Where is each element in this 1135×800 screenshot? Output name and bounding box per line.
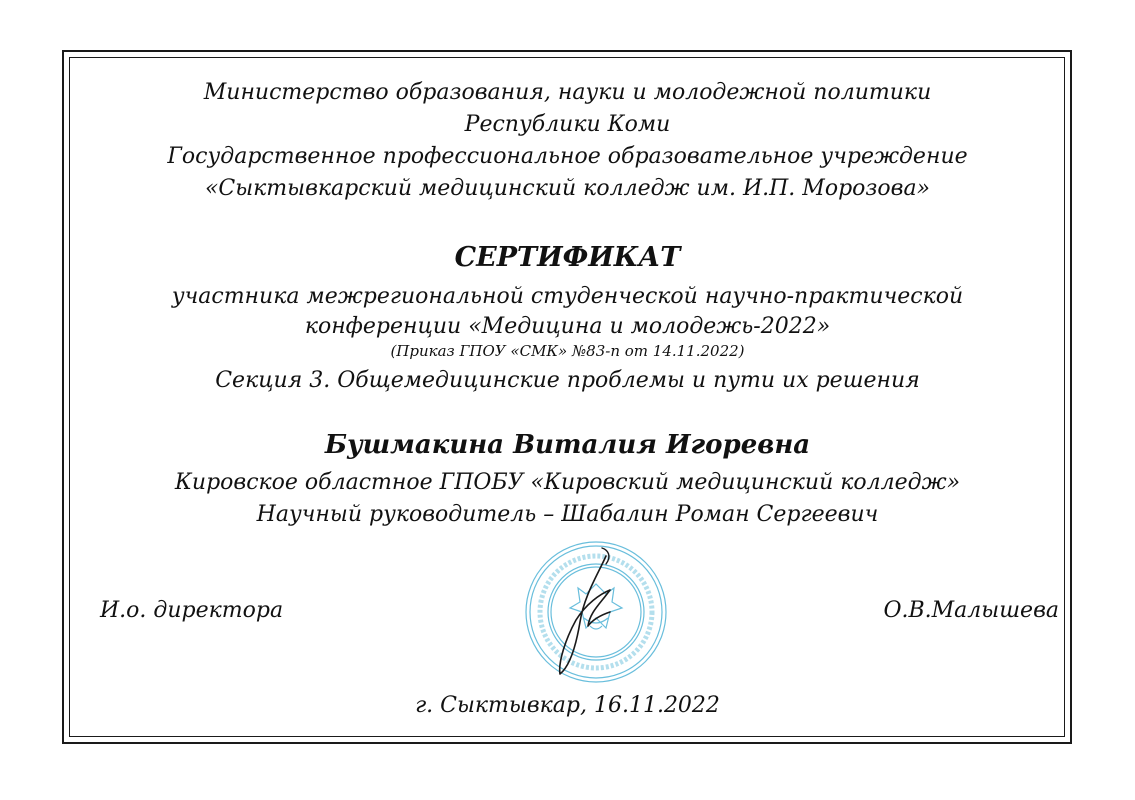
college-name-line: «Сыктывкарский медицинский колледж им. И.П. Морозова»	[204, 176, 931, 201]
ministry-line: Министерство образования, науки и молодежной политики	[203, 80, 932, 105]
institution-type-line: Государственное профессиональное образовательное учреждение	[167, 144, 968, 169]
participant-description-line2: конференции «Медицина и молодежь-2022»	[304, 314, 831, 339]
official-seal-with-signature	[514, 534, 674, 684]
director-name: О.В.Малышева	[883, 598, 1059, 623]
participant-description-line1: участника межрегиональной студенческой научно-практической	[171, 284, 964, 309]
place-and-date: г. Сыктывкар, 16.11.2022	[415, 693, 720, 718]
republic-line: Республики Коми	[464, 112, 671, 137]
director-label: И.о. директора	[100, 598, 284, 623]
recipient-institution: Кировское областное ГПОБУ «Кировский медицинский колледж»	[174, 470, 961, 495]
certificate-title: СЕРТИФИКАТ	[454, 242, 681, 273]
order-reference: (Приказ ГПОУ «СМК» №83-п от 14.11.2022)	[390, 342, 745, 360]
supervisor-line: Научный руководитель – Шабалин Роман Сергеевич	[256, 502, 879, 527]
section-line: Секция 3. Общемедицинские проблемы и пути их решения	[215, 368, 920, 393]
recipient-name: Бушмакина Виталия Игоревна	[324, 430, 811, 460]
